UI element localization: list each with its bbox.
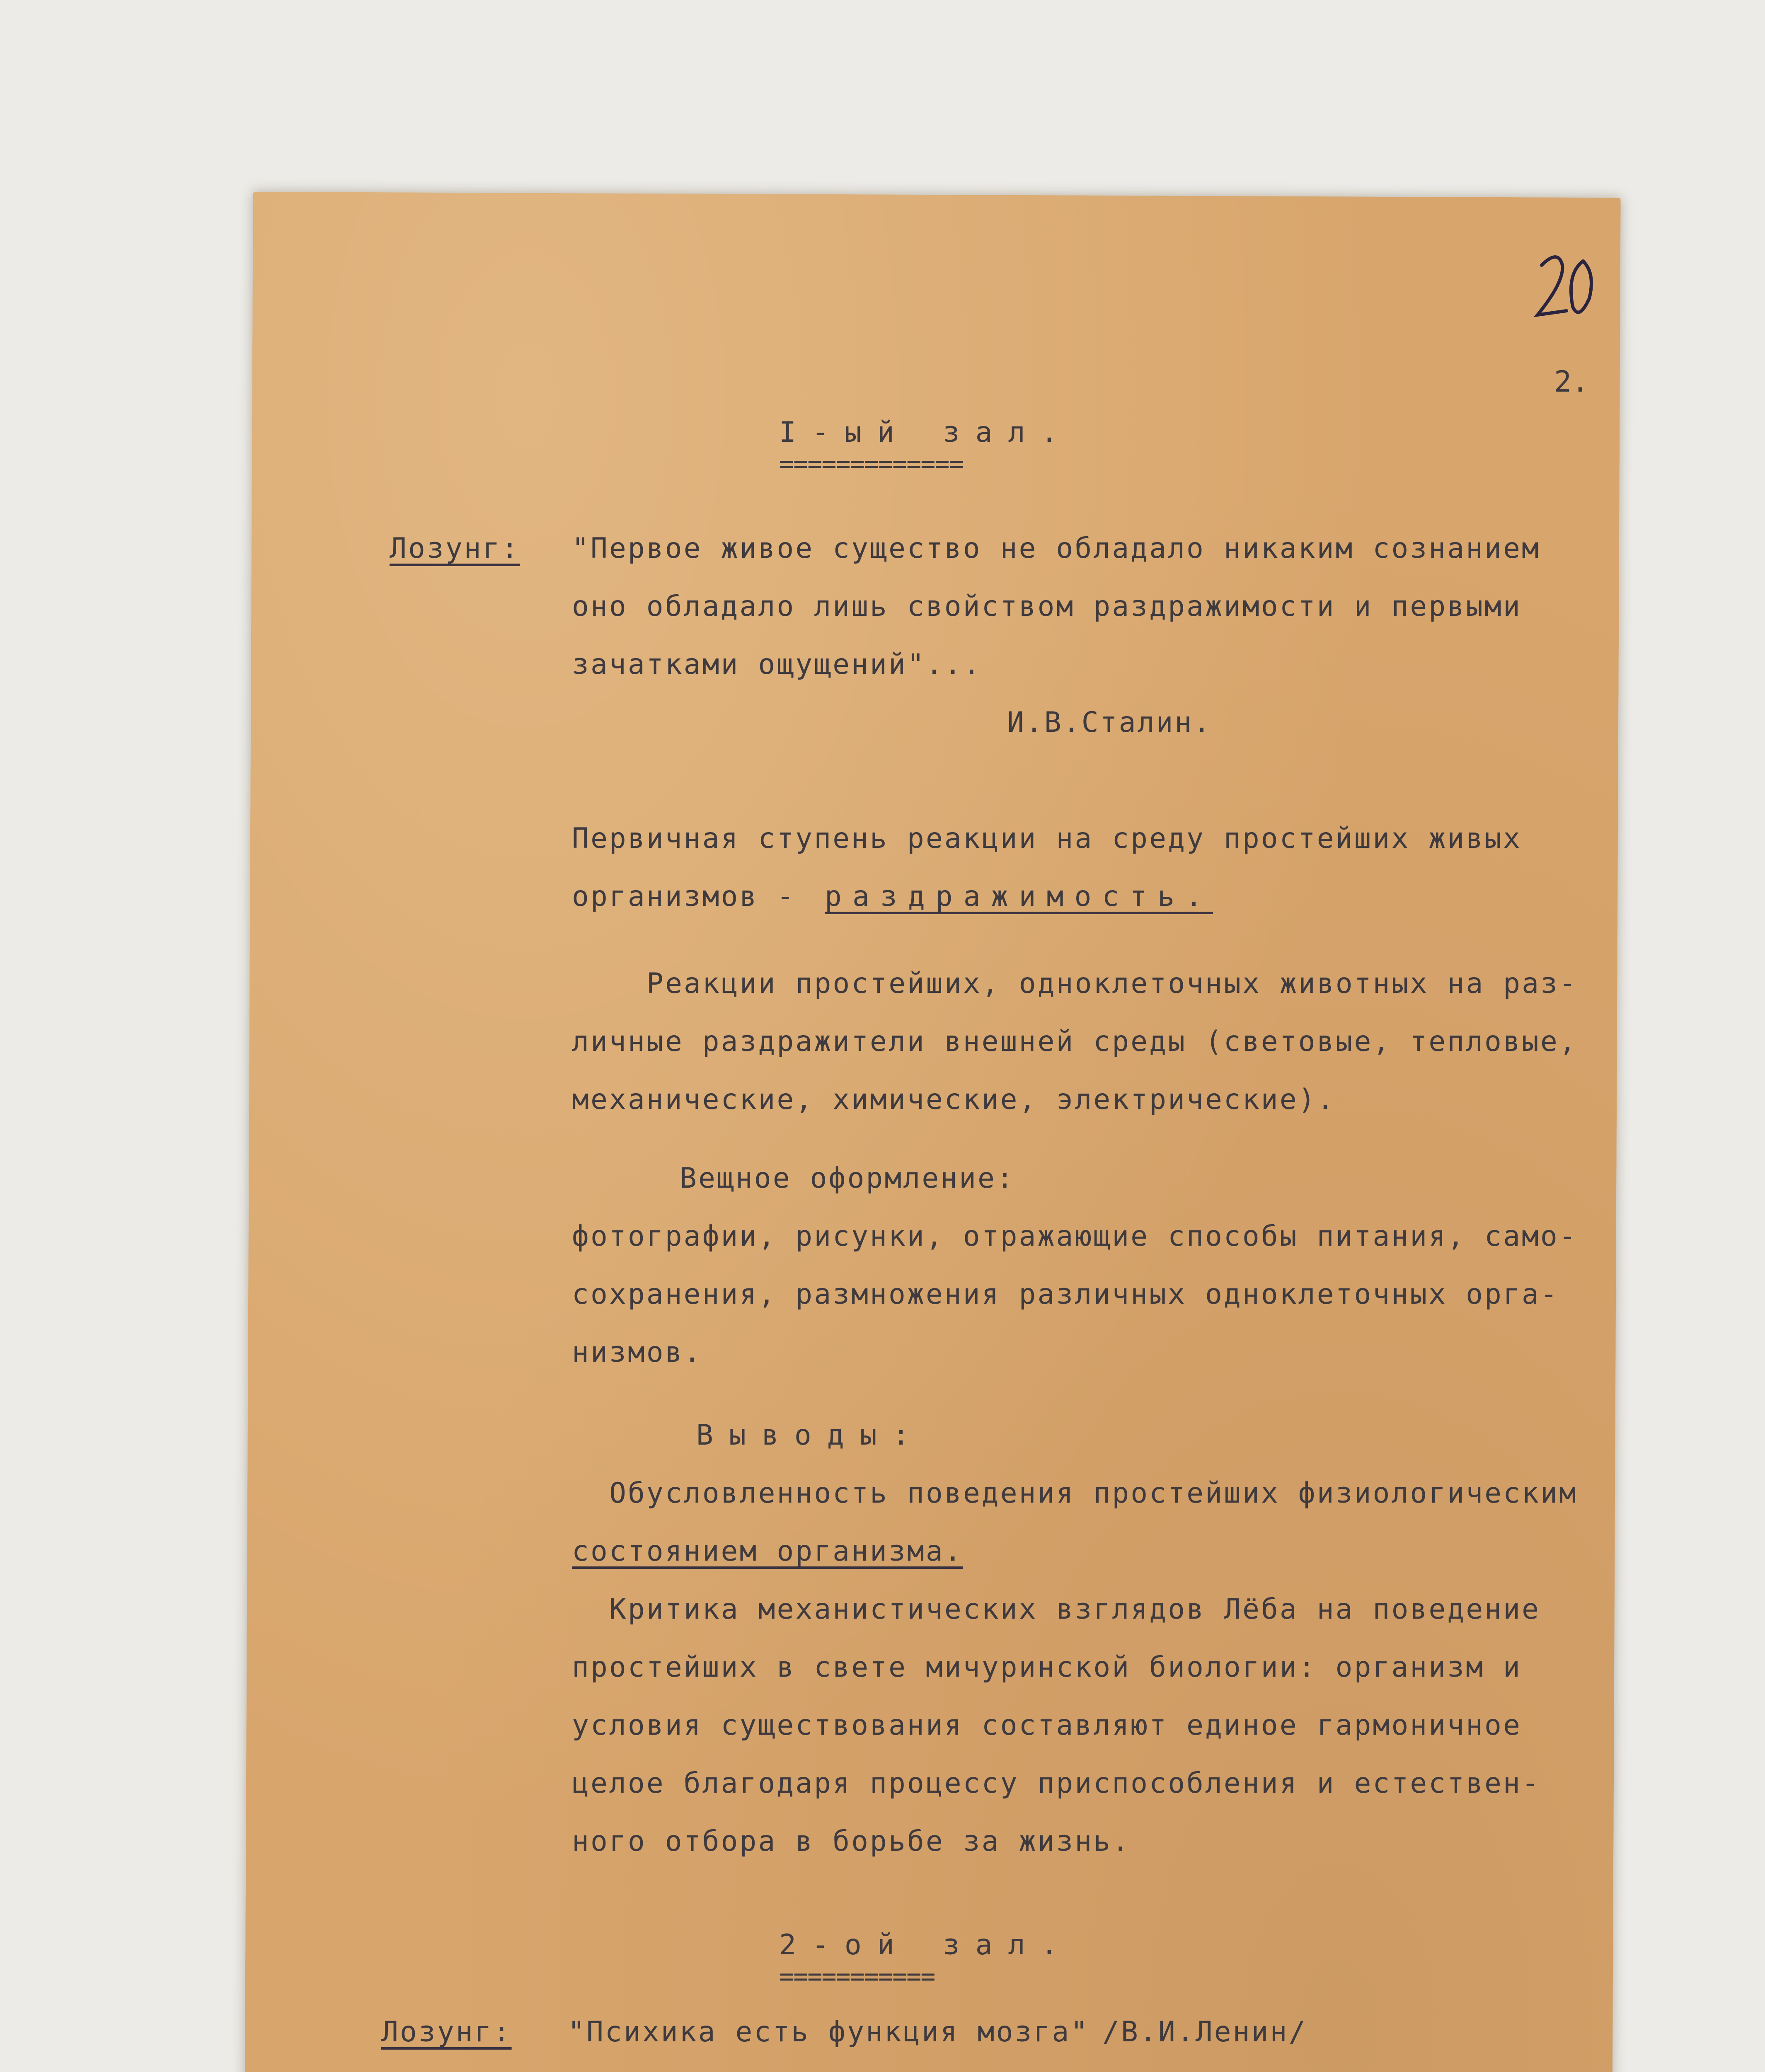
hall1-paragraph1-line1: Первичная ступень реакции на среду простейших живых — [572, 822, 1522, 855]
typed-page-number: 2. — [1554, 365, 1589, 399]
hall1-slogan-line-3: зачатками ощущений"... — [572, 648, 982, 681]
hall1-material-label: Вещное оформление: — [680, 1162, 1015, 1195]
hall1-paragraph2-line2: личные раздражители внешней среды (световые, тепловые, — [572, 1025, 1578, 1058]
hall1-conclusion1-line2: состоянием организма. — [572, 1535, 963, 1568]
hall1-material-line1: фотографии, рисунки, отражающие способы питания, само- — [572, 1220, 1578, 1253]
hall1-conclusion2-line5: ного отбора в борьбе за жизнь. — [572, 1825, 1131, 1858]
hall1-conclusion2-line4: целое благодаря процессу приспособления и естествен- — [572, 1767, 1540, 1800]
hall2-title-underline: =========== — [779, 1962, 935, 1991]
hall1-conclusion1-line1: Обусловленность поведения простейших физиологическим — [609, 1477, 1578, 1510]
hall1-title-underline: ============= — [779, 450, 963, 479]
hall1-slogan-label: Лозунг: — [390, 532, 520, 565]
hall2-title: 2-ой зал. — [779, 1929, 1074, 1961]
hall1-slogan-line-2: оно обладало лишь свойством раздражимости и первыми — [572, 590, 1522, 623]
hall1-paragraph1-line2-b: раздражимость. — [825, 880, 1213, 913]
hall1-paragraph2-line1: Реакции простейших, одноклеточных животных на раз- — [646, 967, 1578, 1000]
hall1-conclusions-label: Выводы: — [696, 1419, 925, 1452]
handwritten-page-number — [1533, 249, 1600, 323]
hall1-material-line2: сохранения, размножения различных одноклеточных орга- — [572, 1278, 1559, 1311]
hall1-conclusion2-line2: простейших в свете мичуринской биологии: организм и — [572, 1651, 1522, 1684]
hall1-slogan-line-1: "Первое живое существо не обладало никаким сознанием — [572, 532, 1540, 565]
hall2-slogan-author: /В.И.Ленин/ — [1102, 2016, 1307, 2048]
hall1-slogan-author: И.В.Сталин. — [1007, 706, 1212, 739]
hall1-material-line3: низмов. — [572, 1336, 702, 1369]
hall2-slogan-text: "Психика есть функция мозга" — [568, 2016, 1090, 2048]
hall1-conclusion2-line3: условия существования составляют единое гармоничное — [572, 1709, 1522, 1742]
hall1-paragraph2-line3: механические, химические, электрические). — [572, 1083, 1336, 1116]
hall2-slogan-label: Лозунг: — [381, 2016, 512, 2048]
hall1-title: I-ый зал. — [779, 416, 1074, 449]
hall1-paragraph1-line2-a: организмов - — [572, 880, 814, 913]
hall1-conclusion2-line1: Критика механистических взглядов Лёба на поведение — [609, 1593, 1540, 1626]
